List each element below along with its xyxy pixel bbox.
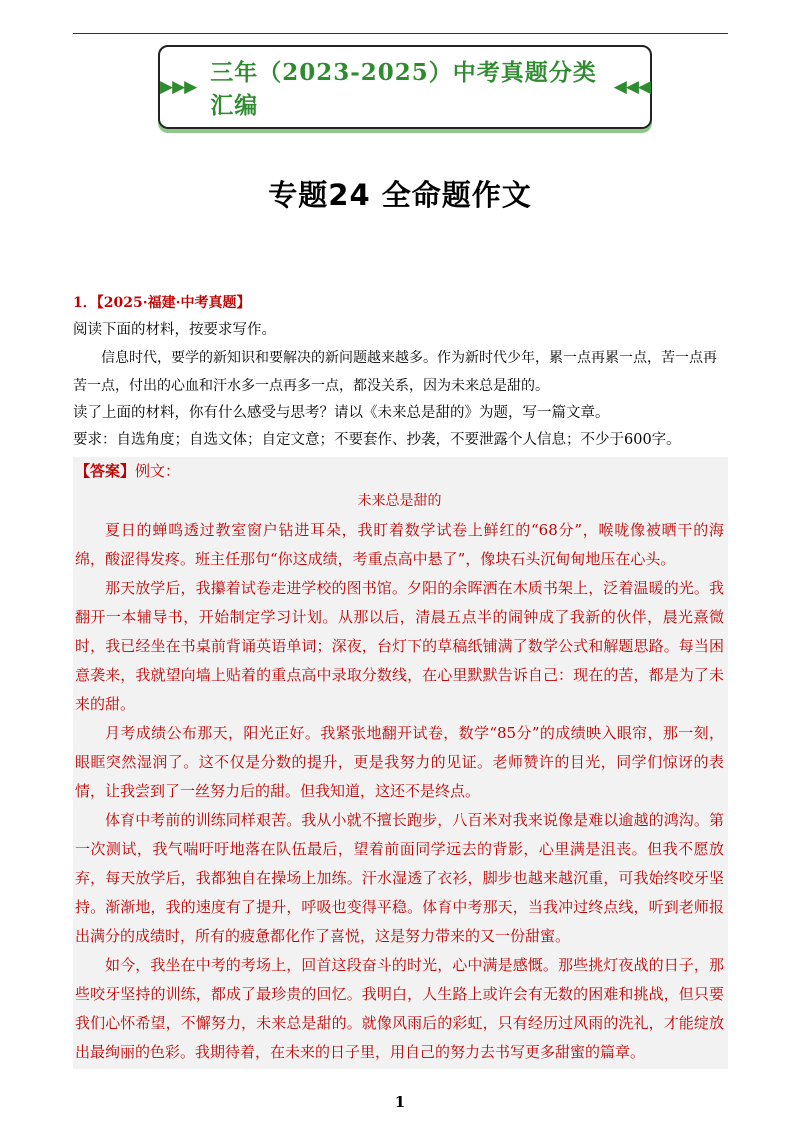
essay-paragraph: 体育中考前的训练同样艰苦。我从小就不擅长跑步，八百米对我来说像是难以逾越的鸿沟。第一次测试，我气喘吁吁地落在队伍最后，望着前面同学远去的背影，心里满是沮丧。但我不愿放弃，每天放学后，我都独自在操场上加练。汗水湿透了衣衫，脚步也越来越沉重，可我始终咬牙坚持。渐渐地，我的速度有了提升，呼吸也变得平稳。体育中考那天，当我冲过终点线，听到老师报出满分的成绩时，所有的疲惫都化作了喜悦，这是努力带来的又一份甜蜜。 <box>75 811 724 945</box>
main-content <box>73 290 728 1069</box>
right-arrows-icon: ▶▶▶ <box>160 77 197 97</box>
page-number: 1 <box>394 1093 406 1111</box>
essay-paragraph: 如今，我坐在中考的考场上，回首这段奋斗的时光，心中满是感慨。那些挑灯夜战的日子，那些咬牙坚持的训练，都成了最珍贵的回忆。我明白，人生路上或许会有无数的困难和挑战，但只要我们心怀希望，不懈努力，未来总是甜的。就像风雨后的彩虹，只有经历过风雨的洗礼，才能绽放出最绚丽的色彩。我期待着，在未来的日子里，用自己的努力去书写更多甜蜜的篇章。 <box>75 956 724 1061</box>
question-instruction: 阅读下面的材料，按要求写作。 <box>73 322 276 338</box>
essay-paragraph: 夏日的蝉鸣透过教室窗户钻进耳朵，我盯着数学试卷上鲜红的“68分”，喉咙像被晒干的海绵，酸涩得发疼。班主任那句“你这成绩，考重点高中悬了”，像块石头沉甸甸地压在心头。 <box>75 521 724 568</box>
essay-title: 未来总是甜的 <box>357 493 442 509</box>
answer-box <box>73 457 728 1069</box>
essay-paragraph: 月考成绩公布那天，阳光正好。我紧张地翻开试卷，数学“85分”的成绩映入眼帘，那一刻，眼眶突然湿润了。这不仅是分数的提升，更是我努力的见证。老师赞许的目光，同学们惊讶的表情，让我尝到了一丝努力后的甜。但我知道，这还不是终点。 <box>75 724 724 800</box>
left-arrows-icon: ◀◀◀ <box>613 77 650 97</box>
question-requirements: 要求：自选角度；自选文体；自定文意；不要套作、抄袭，不要泄露个人信息；不少于600字。 <box>73 432 681 448</box>
question-material: 信息时代，要学的新知识和要解决的新问题越来越多。作为新时代少年，累一点再累一点，苦一点再苦一点，付出的心血和汗水多一点再多一点，都没关系，因为未来总是甜的。 <box>73 350 717 394</box>
question-number: 1．【2025·福建·中考真题】 <box>73 295 251 311</box>
header-banner <box>158 45 652 129</box>
banner-title: 三年（2023-2025）中考真题分类汇编 <box>210 59 597 119</box>
answer-label: 【答案】 <box>75 462 136 480</box>
page-title: 专题24 全命题作文 <box>268 178 532 212</box>
question-prompt: 读了上面的材料，你有什么感受与思考？请以《未来总是甜的》为题，写一篇文章。 <box>73 405 610 421</box>
top-rule <box>73 33 728 34</box>
answer-label-suffix: 例文： <box>135 462 181 480</box>
essay-paragraph: 那天放学后，我攥着试卷走进学校的图书馆。夕阳的余晖洒在木质书架上，泛着温暖的光。我翻开一本辅导书，开始制定学习计划。从那以后，清晨五点半的闹钟成了我新的伙伴，晨光熹微时，我已经坐在书桌前背诵英语单词；深夜，台灯下的草稿纸铺满了数学公式和解题思路。每当困意袭来，我就望向墙上贴着的重点高中录取分数线，在心里默默告诉自己：现在的苦，都是为了未来的甜。 <box>75 579 724 713</box>
answer-header <box>75 457 724 486</box>
